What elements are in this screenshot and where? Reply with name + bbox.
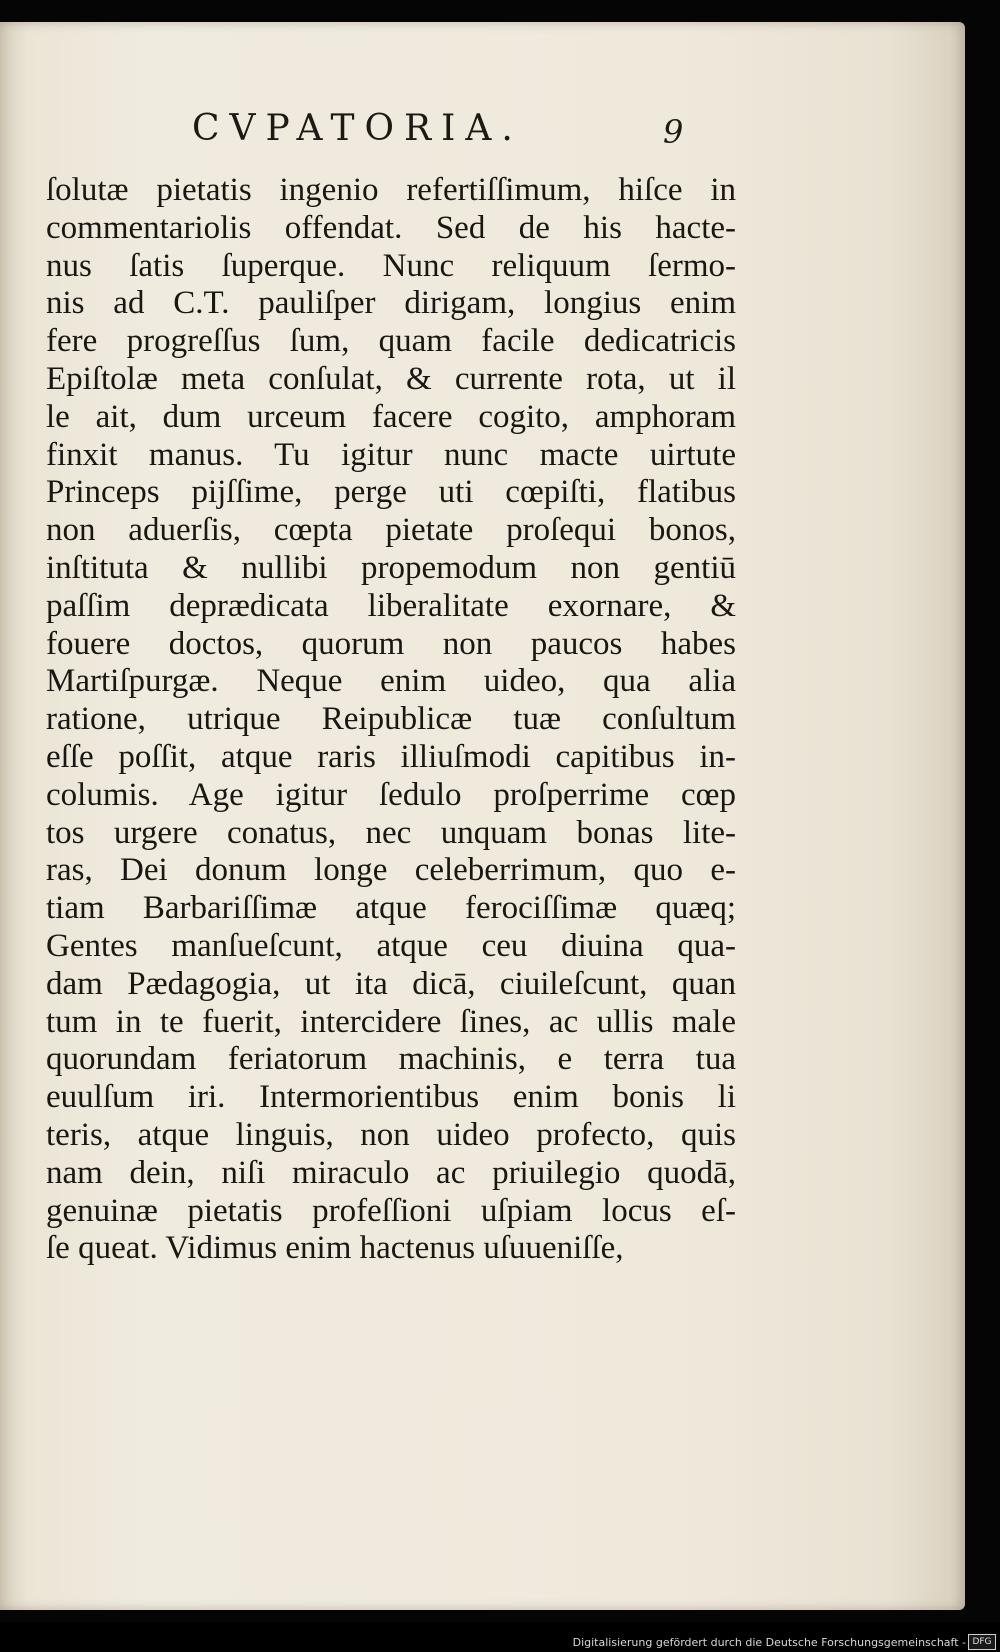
text-line: Gentes manſueſcunt, atque ceu diuina qua- — [46, 927, 736, 964]
text-line: tum in te fuerit, intercidere ſines, ac ullis male — [46, 1003, 736, 1040]
text-line: dam Pædagogia, ut ita dicā, ciuileſcunt, quan — [46, 965, 736, 1002]
text-line: paſſim deprædicata liberalitate exornare, & — [46, 587, 736, 624]
text-line: non aduerſis, cœpta pietate proſequi bonos, — [46, 512, 736, 549]
digitization-credit: Digitalisierung gefördert durch die Deutsche Forschungsgemeinschaft - — [572, 1636, 966, 1649]
text-line: ras, Dei donum longe celeberrimum, quo e- — [46, 852, 736, 889]
text-line: Martiſpurgæ. Neque enim uideo, qua alia — [46, 663, 736, 700]
text-line: eſſe poſſit, atque raris illiuſmodi capitibus in- — [46, 738, 736, 775]
text-line: ſe queat. Vidimus enim hactenus uſuueniſſe, — [46, 1230, 624, 1267]
text-line: fere progreſſus ſum, quam facile dedicatricis — [46, 323, 736, 360]
page-number: 9 — [663, 113, 684, 151]
text-line: genuinæ pietatis profeſſioni uſpiam locus eſ- — [46, 1192, 736, 1229]
text-line: teris, atque linguis, non uideo profecto, quis — [46, 1116, 736, 1153]
body-text-block — [46, 172, 736, 1268]
text-line: quorundam feriatorum machinis, e terra tua — [46, 1041, 736, 1078]
text-line: ratione, utrique Reipublicæ tuæ conſultum — [46, 701, 736, 738]
text-line: Princeps pijſſime, perge uti cœpiſti, flatibus — [46, 474, 736, 511]
text-line: nus ſatis ſuperque. Nunc reliquum ſermo- — [46, 247, 736, 284]
text-line: tiam Barbariſſimæ atque ferociſſimæ quæq; — [46, 890, 736, 927]
text-line: Epiſtolæ meta conſulat, & currente rota, ut il — [46, 360, 736, 397]
text-line: inſtituta & nullibi propemodum non gentiū — [46, 549, 736, 586]
text-line: ſolutæ pietatis ingenio refertiſſimum, hiſce in — [46, 172, 736, 208]
dfg-logo: DFG — [968, 1634, 996, 1650]
text-line: le ait, dum urceum facere cogito, amphoram — [46, 398, 736, 435]
text-line: tos urgere conatus, nec unquam bonas lite- — [46, 814, 736, 851]
text-line: nam dein, niſi miraculo ac priuilegio quodā, — [46, 1154, 736, 1191]
text-line: commentariolis offendat. Sed de his hacte- — [46, 209, 736, 246]
book-page — [0, 22, 965, 1610]
text-line: nis ad C.T. pauliſper dirigam, longius enim — [46, 285, 736, 322]
text-line: euulſum iri. Intermorientibus enim bonis li — [46, 1079, 736, 1116]
text-line: finxit manus. Tu igitur nunc macte uirtute — [46, 436, 736, 473]
text-line: columis. Age igitur ſedulo proſperrime cœp — [46, 776, 736, 813]
running-title: CVPATORIA. — [192, 108, 523, 149]
text-line: fouere doctos, quorum non paucos habes — [46, 625, 736, 662]
